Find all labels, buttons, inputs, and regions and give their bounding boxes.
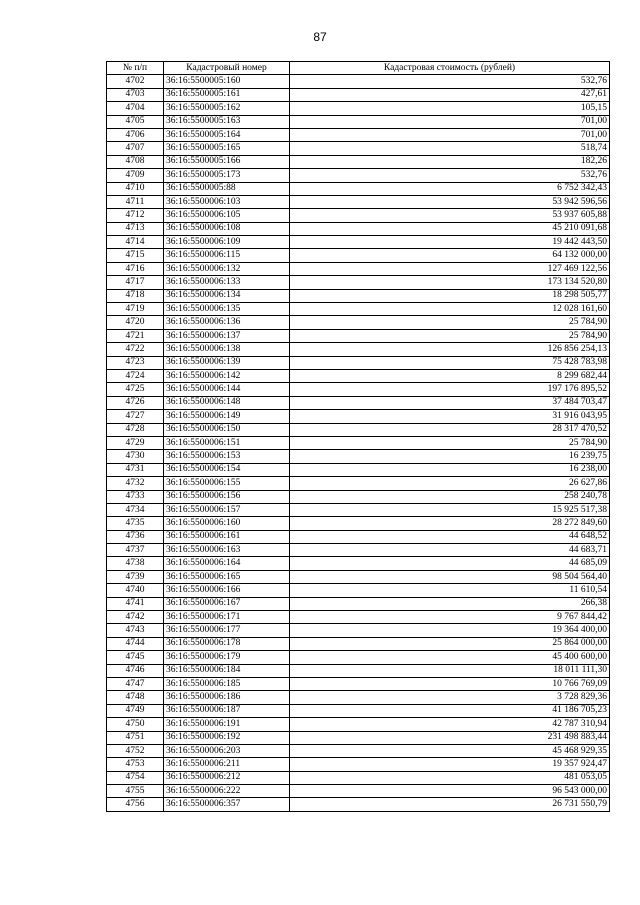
- cadastral-value-cell: 532,76: [290, 75, 610, 88]
- table-row: [107, 758, 610, 771]
- cadastral-value-cell: 28 317 470,52: [290, 423, 610, 436]
- table-row: [107, 517, 610, 530]
- table-row: [107, 423, 610, 436]
- cadastral-number-cell: 36:16:5500006:166: [164, 584, 290, 597]
- table-row: [107, 303, 610, 316]
- cadastral-number-cell: 36:16:5500005:165: [164, 142, 290, 155]
- table-row: [107, 262, 610, 275]
- cadastral-number-cell: 36:16:5500006:103: [164, 195, 290, 208]
- cadastral-value-cell: 18 011 111,30: [290, 664, 610, 677]
- table-row: [107, 731, 610, 744]
- cadastral-value-cell: 45 210 091,68: [290, 222, 610, 235]
- cadastral-value-cell: 266,38: [290, 597, 610, 610]
- table-row: [107, 624, 610, 637]
- cadastral-value-cell: 25 864 000,00: [290, 637, 610, 650]
- cadastral-number-cell: 36:16:5500005:166: [164, 155, 290, 168]
- cadastral-value-cell: 75 428 783,98: [290, 356, 610, 369]
- table-row: [107, 195, 610, 208]
- cadastral-number-cell: 36:16:5500006:165: [164, 570, 290, 583]
- cadastral-number-cell: 36:16:5500006:211: [164, 758, 290, 771]
- cadastral-number-cell: 36:16:5500006:153: [164, 450, 290, 463]
- cadastral-value-cell: 11 610,54: [290, 584, 610, 597]
- row-number-cell: 4720: [107, 316, 164, 329]
- cadastral-number-cell: 36:16:5500006:137: [164, 329, 290, 342]
- cadastral-value-cell: 197 176 895,52: [290, 383, 610, 396]
- cadastral-value-cell: 701,00: [290, 115, 610, 128]
- cadastral-value-cell: 9 767 844,42: [290, 611, 610, 624]
- cadastral-number-cell: 36:16:5500006:108: [164, 222, 290, 235]
- row-number-cell: 4731: [107, 463, 164, 476]
- cadastral-value-cell: 8 299 682,44: [290, 369, 610, 382]
- cadastral-value-cell: 3 728 829,36: [290, 691, 610, 704]
- row-number-cell: 4730: [107, 450, 164, 463]
- row-number-cell: 4706: [107, 128, 164, 141]
- cadastral-number-cell: 36:16:5500006:139: [164, 356, 290, 369]
- table-row: [107, 544, 610, 557]
- cadastral-value-cell: 26 627,86: [290, 477, 610, 490]
- cadastral-number-cell: 36:16:5500006:155: [164, 477, 290, 490]
- cadastral-number-cell: 36:16:5500005:160: [164, 75, 290, 88]
- row-number-cell: 4729: [107, 436, 164, 449]
- table-row: [107, 128, 610, 141]
- cadastral-number-cell: 36:16:5500006:144: [164, 383, 290, 396]
- cadastral-number-cell: 36:16:5500006:135: [164, 303, 290, 316]
- cadastral-value-cell: 26 731 550,79: [290, 798, 610, 811]
- cadastral-value-cell: 126 856 254,13: [290, 343, 610, 356]
- row-number-cell: 4705: [107, 115, 164, 128]
- cadastral-number-cell: 36:16:5500006:357: [164, 798, 290, 811]
- row-number-cell: 4732: [107, 477, 164, 490]
- table-row: [107, 704, 610, 717]
- cadastral-value-cell: 6 752 342,43: [290, 182, 610, 195]
- cadastral-number-cell: 36:16:5500005:173: [164, 169, 290, 182]
- cadastral-value-cell: 45 468 929,35: [290, 744, 610, 757]
- table-row: [107, 597, 610, 610]
- cadastral-value-cell: 25 784,90: [290, 316, 610, 329]
- row-number-cell: 4745: [107, 651, 164, 664]
- cadastral-number-cell: 36:16:5500006:222: [164, 785, 290, 798]
- cadastral-number-cell: 36:16:5500006:171: [164, 611, 290, 624]
- cadastral-value-cell: 53 942 596,56: [290, 195, 610, 208]
- row-number-cell: 4746: [107, 664, 164, 677]
- row-number-cell: 4743: [107, 624, 164, 637]
- cadastral-value-cell: 25 784,90: [290, 436, 610, 449]
- cadastral-number-cell: 36:16:5500006:179: [164, 651, 290, 664]
- table-row: [107, 316, 610, 329]
- cadastral-value-cell: 42 787 310,94: [290, 718, 610, 731]
- cadastral-value-cell: 701,00: [290, 128, 610, 141]
- header-cadastral-value: Кадастровая стоимость (рублей): [290, 62, 610, 75]
- header-cadastral-number: Кадастровый номер: [164, 62, 290, 75]
- cadastral-value-cell: 53 937 605,88: [290, 209, 610, 222]
- cadastral-value-cell: 37 484 703,47: [290, 396, 610, 409]
- cadastral-value-cell: 532,76: [290, 169, 610, 182]
- row-number-cell: 4709: [107, 169, 164, 182]
- row-number-cell: 4756: [107, 798, 164, 811]
- row-number-cell: 4749: [107, 704, 164, 717]
- cadastral-number-cell: 36:16:5500006:167: [164, 597, 290, 610]
- header-row-number: № п/п: [107, 62, 164, 75]
- cadastral-number-cell: 36:16:5500006:186: [164, 691, 290, 704]
- table-row: [107, 236, 610, 249]
- table-row: [107, 276, 610, 289]
- row-number-cell: 4741: [107, 597, 164, 610]
- row-number-cell: 4737: [107, 544, 164, 557]
- cadastral-number-cell: 36:16:5500006:149: [164, 410, 290, 423]
- cadastral-value-cell: 19 364 400,00: [290, 624, 610, 637]
- cadastral-number-cell: 36:16:5500006:156: [164, 490, 290, 503]
- row-number-cell: 4704: [107, 102, 164, 115]
- cadastral-value-cell: 28 272 849,60: [290, 517, 610, 530]
- table-row: [107, 463, 610, 476]
- cadastral-number-cell: 36:16:5500006:115: [164, 249, 290, 262]
- cadastral-value-cell: 45 400 600,00: [290, 651, 610, 664]
- cadastral-number-cell: 36:16:5500006:177: [164, 624, 290, 637]
- table-row: [107, 691, 610, 704]
- cadastral-number-cell: 36:16:5500006:133: [164, 276, 290, 289]
- row-number-cell: 4702: [107, 75, 164, 88]
- row-number-cell: 4725: [107, 383, 164, 396]
- row-number-cell: 4744: [107, 637, 164, 650]
- cadastral-value-cell: 98 504 564,40: [290, 570, 610, 583]
- table-row: [107, 410, 610, 423]
- row-number-cell: 4742: [107, 611, 164, 624]
- row-number-cell: 4718: [107, 289, 164, 302]
- table-row: [107, 75, 610, 88]
- row-number-cell: 4727: [107, 410, 164, 423]
- cadastral-number-cell: 36:16:5500006:148: [164, 396, 290, 409]
- row-number-cell: 4747: [107, 677, 164, 690]
- cadastral-number-cell: 36:16:5500005:162: [164, 102, 290, 115]
- header-row: [107, 62, 610, 75]
- cadastral-value-cell: 64 132 000,00: [290, 249, 610, 262]
- cadastral-number-cell: 36:16:5500006:164: [164, 557, 290, 570]
- table-row: [107, 584, 610, 597]
- cadastral-number-cell: 36:16:5500006:185: [164, 677, 290, 690]
- cadastral-number-cell: 36:16:5500006:157: [164, 503, 290, 516]
- row-number-cell: 4740: [107, 584, 164, 597]
- row-number-cell: 4711: [107, 195, 164, 208]
- row-number-cell: 4710: [107, 182, 164, 195]
- row-number-cell: 4713: [107, 222, 164, 235]
- cadastral-value-cell: 19 357 924,47: [290, 758, 610, 771]
- cadastral-value-cell: 44 648,52: [290, 530, 610, 543]
- cadastral-value-cell: 25 784,90: [290, 329, 610, 342]
- cadastral-number-cell: 36:16:5500006:161: [164, 530, 290, 543]
- table-row: [107, 771, 610, 784]
- cadastral-value-cell: 427,61: [290, 88, 610, 101]
- cadastral-number-cell: 36:16:5500006:132: [164, 262, 290, 275]
- row-number-cell: 4734: [107, 503, 164, 516]
- table-row: [107, 611, 610, 624]
- cadastral-value-cell: 96 543 000,00: [290, 785, 610, 798]
- row-number-cell: 4733: [107, 490, 164, 503]
- cadastral-value-cell: 41 186 705,23: [290, 704, 610, 717]
- cadastral-number-cell: 36:16:5500006:203: [164, 744, 290, 757]
- row-number-cell: 4712: [107, 209, 164, 222]
- cadastral-value-cell: 10 766 769,09: [290, 677, 610, 690]
- table-row: [107, 530, 610, 543]
- table-row: [107, 503, 610, 516]
- cadastral-number-cell: 36:16:5500006:150: [164, 423, 290, 436]
- table-row: [107, 142, 610, 155]
- cadastral-number-cell: 36:16:5500006:163: [164, 544, 290, 557]
- row-number-cell: 4728: [107, 423, 164, 436]
- row-number-cell: 4719: [107, 303, 164, 316]
- cadastral-value-cell: 16 238,00: [290, 463, 610, 476]
- table-row: [107, 102, 610, 115]
- row-number-cell: 4754: [107, 771, 164, 784]
- row-number-cell: 4714: [107, 236, 164, 249]
- table-row: [107, 557, 610, 570]
- table-row: [107, 570, 610, 583]
- cadastral-number-cell: 36:16:5500005:161: [164, 88, 290, 101]
- table-row: [107, 289, 610, 302]
- cadastral-number-cell: 36:16:5500006:134: [164, 289, 290, 302]
- cadastral-value-cell: 16 239,75: [290, 450, 610, 463]
- cadastral-number-cell: 36:16:5500006:138: [164, 343, 290, 356]
- row-number-cell: 4739: [107, 570, 164, 583]
- cadastral-number-cell: 36:16:5500005:88: [164, 182, 290, 195]
- cadastral-value-cell: 31 916 043,95: [290, 410, 610, 423]
- table-row: [107, 477, 610, 490]
- cadastral-value-cell: 182,26: [290, 155, 610, 168]
- table-row: [107, 329, 610, 342]
- cadastral-number-cell: 36:16:5500006:212: [164, 771, 290, 784]
- cadastral-number-cell: 36:16:5500005:163: [164, 115, 290, 128]
- row-number-cell: 4721: [107, 329, 164, 342]
- cadastral-value-cell: 173 134 520,80: [290, 276, 610, 289]
- page-number: 87: [313, 30, 327, 44]
- table-row: [107, 222, 610, 235]
- cadastral-value-cell: 44 683,71: [290, 544, 610, 557]
- table-row: [107, 436, 610, 449]
- table-row: [107, 677, 610, 690]
- table-row: [107, 383, 610, 396]
- cadastral-number-cell: 36:16:5500006:187: [164, 704, 290, 717]
- row-number-cell: 4726: [107, 396, 164, 409]
- row-number-cell: 4723: [107, 356, 164, 369]
- table-row: [107, 785, 610, 798]
- cadastral-value-table: [106, 61, 610, 812]
- table-row: [107, 744, 610, 757]
- table-row: [107, 169, 610, 182]
- cadastral-value-cell: 481 053,05: [290, 771, 610, 784]
- cadastral-number-cell: 36:16:5500006:142: [164, 369, 290, 382]
- cadastral-number-cell: 36:16:5500006:192: [164, 731, 290, 744]
- table-row: [107, 450, 610, 463]
- row-number-cell: 4738: [107, 557, 164, 570]
- table-row: [107, 396, 610, 409]
- row-number-cell: 4752: [107, 744, 164, 757]
- row-number-cell: 4736: [107, 530, 164, 543]
- row-number-cell: 4735: [107, 517, 164, 530]
- table-row: [107, 798, 610, 811]
- table-row: [107, 356, 610, 369]
- table-row: [107, 88, 610, 101]
- cadastral-number-cell: 36:16:5500006:160: [164, 517, 290, 530]
- row-number-cell: 4750: [107, 718, 164, 731]
- table-row: [107, 490, 610, 503]
- table-row: [107, 369, 610, 382]
- cadastral-number-cell: 36:16:5500006:191: [164, 718, 290, 731]
- row-number-cell: 4751: [107, 731, 164, 744]
- cadastral-value-cell: 18 298 505,77: [290, 289, 610, 302]
- table-row: [107, 664, 610, 677]
- cadastral-value-cell: 127 469 122,56: [290, 262, 610, 275]
- row-number-cell: 4748: [107, 691, 164, 704]
- table-row: [107, 115, 610, 128]
- row-number-cell: 4716: [107, 262, 164, 275]
- cadastral-number-cell: 36:16:5500005:164: [164, 128, 290, 141]
- cadastral-number-cell: 36:16:5500006:136: [164, 316, 290, 329]
- table-row: [107, 155, 610, 168]
- cadastral-value-cell: 15 925 517,38: [290, 503, 610, 516]
- table-body: [107, 75, 610, 811]
- cadastral-number-cell: 36:16:5500006:109: [164, 236, 290, 249]
- cadastral-number-cell: 36:16:5500006:105: [164, 209, 290, 222]
- cadastral-number-cell: 36:16:5500006:178: [164, 637, 290, 650]
- cadastral-number-cell: 36:16:5500006:184: [164, 664, 290, 677]
- cadastral-value-cell: 19 442 443,50: [290, 236, 610, 249]
- row-number-cell: 4715: [107, 249, 164, 262]
- table-row: [107, 651, 610, 664]
- row-number-cell: 4755: [107, 785, 164, 798]
- table-row: [107, 343, 610, 356]
- cadastral-value-cell: 44 685,09: [290, 557, 610, 570]
- table-row: [107, 637, 610, 650]
- row-number-cell: 4722: [107, 343, 164, 356]
- row-number-cell: 4703: [107, 88, 164, 101]
- table-row: [107, 182, 610, 195]
- row-number-cell: 4717: [107, 276, 164, 289]
- cadastral-value-cell: 105,15: [290, 102, 610, 115]
- table-row: [107, 209, 610, 222]
- row-number-cell: 4707: [107, 142, 164, 155]
- table-row: [107, 718, 610, 731]
- cadastral-number-cell: 36:16:5500006:154: [164, 463, 290, 476]
- cadastral-value-cell: 258 240,78: [290, 490, 610, 503]
- cadastral-number-cell: 36:16:5500006:151: [164, 436, 290, 449]
- row-number-cell: 4708: [107, 155, 164, 168]
- cadastral-value-cell: 231 498 883,44: [290, 731, 610, 744]
- row-number-cell: 4724: [107, 369, 164, 382]
- row-number-cell: 4753: [107, 758, 164, 771]
- cadastral-value-cell: 12 028 161,60: [290, 303, 610, 316]
- cadastral-value-cell: 518,74: [290, 142, 610, 155]
- table-header: [107, 62, 610, 75]
- table-row: [107, 249, 610, 262]
